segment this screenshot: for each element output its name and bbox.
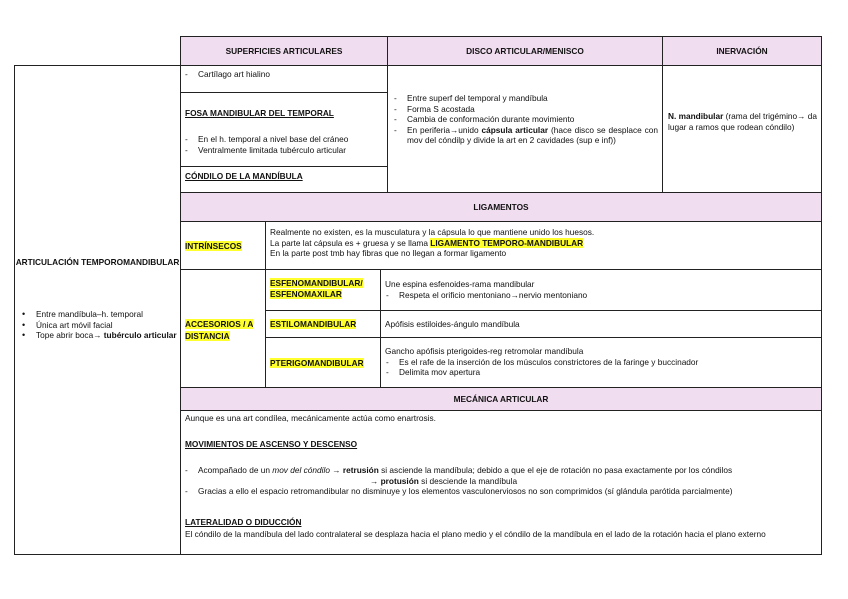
inervacion-bold: N. mandibular bbox=[668, 111, 724, 121]
disco-list bbox=[393, 93, 658, 146]
disco-cell bbox=[387, 65, 663, 193]
pterigo-item: - Es el rafe de la inserción de los músculos constrictores de la faringe y buccinador bbox=[385, 357, 819, 368]
ligamentos-header bbox=[180, 192, 822, 222]
disco-item bbox=[393, 125, 658, 146]
intrinsecos-label: INTRÍNSECOS bbox=[185, 241, 242, 251]
pterigo-label-cell bbox=[265, 337, 381, 388]
mecanica-header bbox=[180, 387, 822, 411]
pterigo-line: Gancho apófisis pterigoides-reg retromolar mandíbula bbox=[385, 346, 584, 356]
accesorios-label-cell bbox=[180, 269, 266, 388]
fosa-item: - Ventralmente limitada tubérculo articular bbox=[184, 145, 386, 156]
disco-item: - Cambia de conformación durante movimiento bbox=[393, 114, 658, 125]
header-superficies-text: SUPERFICIES ARTICULARES bbox=[225, 45, 343, 56]
m1-protusion: protusión bbox=[380, 475, 419, 486]
intrinsecos-line2-pre: La parte lat cápsula es + gruesa y se llama bbox=[270, 237, 431, 248]
joint-bullet-text: Tope abrir boca→ bbox=[36, 330, 104, 341]
disco-item: - Forma S acostada bbox=[393, 104, 658, 115]
header-inervacion-text: INERVACIÓN bbox=[716, 45, 768, 56]
fosa-item: - En el h. temporal a nivel base del cráneo bbox=[184, 134, 386, 145]
intrinsecos-label-cell bbox=[180, 221, 266, 270]
m1-arrow2: → bbox=[370, 475, 381, 486]
fosa-list bbox=[184, 134, 386, 155]
superficies-divider-2 bbox=[181, 166, 387, 167]
m1-retrusion: retrusión bbox=[342, 465, 379, 475]
disco-item: - Entre superf del temporal y mandíbula bbox=[393, 93, 658, 104]
esfeno-label-cell bbox=[265, 269, 381, 311]
m1-c: si desciende la mandíbula bbox=[418, 475, 518, 486]
pterigo-text bbox=[385, 346, 819, 378]
intrinsecos-line bbox=[270, 238, 818, 249]
joint-bullets bbox=[21, 309, 177, 341]
lateralidad-title: LATERALIDAD O DIDUCCIÓN bbox=[185, 517, 302, 527]
disco-item4-bold: cápsula articular bbox=[481, 124, 549, 135]
superficies-item1-wrap bbox=[184, 69, 384, 80]
movimientos-list bbox=[184, 465, 818, 497]
joint-bullet: • Entre mandíbula–h. temporal bbox=[21, 309, 177, 320]
m1-a: Acompañado de un bbox=[198, 465, 273, 475]
intrinsecos-line: Realmente no existen, es la musculatura y la cápsula lo que mantiene unido los huesos. bbox=[270, 227, 595, 237]
intrinsecos-cell bbox=[265, 221, 822, 270]
intrinsecos-text bbox=[270, 227, 818, 259]
esfeno-label: ESFENOMANDIBULAR/ ESFENOMAXILAR bbox=[270, 278, 363, 299]
movimiento-item: - Gracias a ello el espacio retromandibular no disminuye y los elementos vasculonerviosos no son comprimidos (sí glándula parótida parcialmente) bbox=[184, 486, 818, 497]
joint-bullet bbox=[21, 330, 177, 341]
intrinsecos-line: En la parte post tmb hay fibras que no llegan a formar ligamento bbox=[270, 248, 507, 259]
pterigo-cell bbox=[380, 337, 822, 388]
header-inervacion bbox=[662, 36, 822, 66]
mecanica-cell bbox=[180, 410, 822, 555]
esfeno-line: Une espina esfenoides-rama mandibular bbox=[385, 279, 535, 289]
m1-arrow: → bbox=[329, 465, 343, 475]
header-disco bbox=[387, 36, 663, 66]
header-superficies bbox=[180, 36, 388, 66]
estilo-label-cell bbox=[265, 310, 381, 338]
m1-italic: mov del cóndilo bbox=[272, 465, 330, 475]
disco-item4-pre: En periferia→unido bbox=[407, 124, 482, 135]
esfeno-item: - Respeta el orificio mentoniano→nervio mentoniano bbox=[385, 290, 815, 301]
joint-bullet-bold: tubérculo articular bbox=[103, 330, 177, 341]
fosa-title: FOSA MANDIBULAR DEL TEMPORAL bbox=[185, 108, 334, 118]
disco-item4-post: (hace disco se desplace con mov del cóndilp y divide la art en 2 cavidades (sup e inf)) bbox=[407, 124, 658, 146]
joint-title: ARTICULACIÓN TEMPOROMANDIBULAR bbox=[15, 257, 180, 267]
left-column bbox=[14, 65, 181, 555]
movimientos-title: MOVIMIENTOS DE ASCENSO Y DESCENSO bbox=[185, 439, 358, 449]
ligamentos-header-text: LIGAMENTOS bbox=[473, 201, 529, 212]
mecanica-header-text: MECÁNICA ARTICULAR bbox=[453, 393, 549, 404]
joint-bullet: • Única art móvil facial bbox=[21, 320, 177, 331]
lateralidad-text: El cóndilo de la mandíbula del lado contralateral se desplaza hacia el plano medio y el cóndilo de la mandíbula en el lado de la rotación hacia el plano externo bbox=[185, 529, 766, 539]
inervacion-cell bbox=[662, 65, 822, 193]
condilo-title: CÓNDILO DE LA MANDÍBULA bbox=[185, 171, 303, 181]
m1-b: si asciende la mandíbula; debido a que el eje de rotación no pasa exactamente por los cóndilos bbox=[378, 465, 733, 475]
pterigo-label: PTERIGOMANDIBULAR bbox=[270, 358, 364, 368]
estilo-text: Apófisis estiloides-ángulo mandíbula bbox=[385, 319, 520, 329]
inervacion-rest: (rama del trigémino→ da lugar a ramos que rodean cóndilo) bbox=[668, 111, 818, 132]
pterigo-item: - Delimita mov apertura bbox=[385, 367, 819, 378]
ligamento-temporomandibular: LIGAMENTO TEMPORO-MANDIBULAR bbox=[430, 237, 584, 248]
estilo-label: ESTILOMANDIBULAR bbox=[270, 319, 357, 329]
esfeno-cell bbox=[380, 269, 822, 311]
movimiento-item bbox=[184, 465, 818, 486]
inervacion-text bbox=[668, 111, 817, 132]
header-disco-text: DISCO ARTICULAR/MENISCO bbox=[466, 45, 584, 56]
superficies-divider-1 bbox=[181, 92, 387, 93]
esfeno-text bbox=[385, 279, 815, 300]
superficies-cell bbox=[180, 65, 388, 193]
accesorios-label: ACCESORIOS / A DISTANCIA bbox=[185, 319, 254, 341]
superficies-item: - Cartílago art hialino bbox=[184, 69, 384, 80]
mecanica-intro: Aunque es una art condílea, mecánicamente actúa como enartrosis. bbox=[185, 413, 436, 423]
estilo-cell bbox=[380, 310, 822, 338]
